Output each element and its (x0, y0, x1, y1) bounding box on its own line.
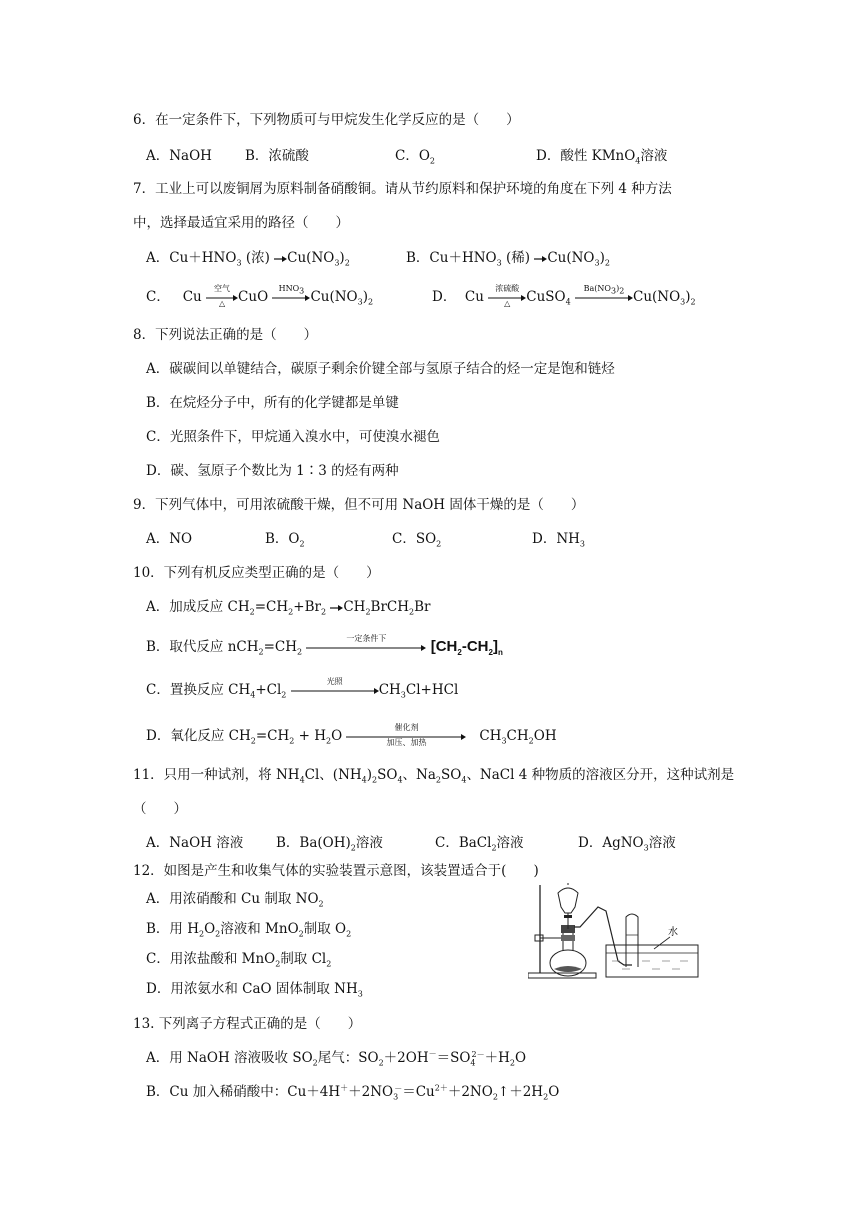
q10-option-b: B．取代反应 $nCH_2=CH_2$ 一定条件下 $[CH_2-CH_2]_n$ (146, 633, 503, 657)
reaction-arrow-icon (274, 255, 287, 263)
q12-option-a: A．用浓硝酸和 Cu 制取 $NO_2$ (146, 891, 324, 909)
q10-stem: 10．下列有机反应类型正确的是（ ） (133, 565, 380, 581)
q8-stem: 8．下列说法正确的是（ ） (133, 327, 318, 343)
gas-apparatus-diagram (528, 883, 700, 983)
q13-stem: 13. 下列离子方程式正确的是（ ） (133, 1016, 362, 1032)
q13-option-b: B．Cu 加入稀硝酸中：$Cu+4H^++2NO_3^-=Cu^{2+}+2NO_2↑+2H_2O$ (146, 1083, 560, 1102)
q6-option-c: C．$O_2$ (395, 148, 435, 166)
q8-option-c: C．光照条件下，甲烷通入溴水中，可使溴水褪色 (146, 429, 440, 445)
polymer-formula: $[CH_2-CH_2]_n$ (430, 638, 503, 657)
reaction-arrow-icon (534, 255, 547, 263)
q12-stem: 12．如图是产生和收集气体的实验装置示意图，该装置适合于( ) (133, 863, 539, 879)
q11-stem-line2: （ ） (133, 801, 187, 817)
reaction-arrow-icon: 空气 △ (206, 294, 238, 302)
reaction-arrow-icon: 一定条件下 (306, 644, 426, 652)
q11-option-d: D．AgNO$_3$溶液 (578, 835, 676, 853)
reaction-arrow-icon: 光照 (291, 687, 379, 695)
q9-stem: 9．下列气体中，可用浓硫酸干燥，但不可用 NaOH 固体干燥的是（ ） (133, 497, 585, 513)
reaction-arrow-icon: 催化剂 加压、加热 (346, 733, 466, 741)
q6-option-b: B．浓硫酸 (245, 148, 309, 164)
q9-option-d: D．$NH_3$ (532, 531, 586, 549)
reaction-arrow-icon: 浓硫酸 △ (488, 294, 526, 302)
q11-option-a: A．NaOH 溶液 (146, 835, 244, 851)
q10-option-d: D．氧化反应 $CH_2=CH_2 + H_2O$ 催化剂 加压、加热 $CH_3CH_2OH$ (146, 722, 557, 747)
q6-stem: 6．在一定条件下，下列物质可与甲烷发生化学反应的是（ ） (133, 112, 520, 128)
q11-option-c: C．BaCl$_2$溶液 (435, 835, 524, 853)
q9-option-c: C．$SO_2$ (392, 531, 442, 549)
q7-stem-line2: 中，选择最适宜采用的路径（ ） (133, 215, 349, 231)
q7-option-c: C． Cu 空气 △ CuO $HNO_3$ $Cu(NO_3)_2$ (146, 283, 374, 308)
reaction-arrow-icon: $HNO_3$ (272, 294, 310, 302)
q7-option-d: D． Cu 浓硫酸 △ CuSO$_4$ $Ba(NO_3)_2$ $Cu(NO_3)_2$ (432, 283, 696, 308)
q12-option-c: C．用浓盐酸和 MnO$_2$制取 $Cl_2$ (146, 951, 332, 969)
water-label: 水 (668, 927, 678, 938)
q6-option-d: D．酸性 KMnO$_4$溶液 (536, 148, 668, 166)
q7-option-a: A．$Cu+HNO_3$ (浓) $Cu(NO_3)_2$ (146, 250, 350, 268)
q11-stem-line1: 11．只用一种试剂，将 $NH_4Cl$、$(NH_4)_2SO_4$、$Na_2SO_4$、NaCl 4 种物质的溶液区分开，这种试剂是 (133, 767, 735, 785)
reaction-arrow-icon: $Ba(NO_3)_2$ (575, 294, 633, 302)
q8-option-a: A．碳碳间以单键结合，碳原子剩余价键全部与氢原子结合的烃一定是饱和链烃 (146, 361, 615, 377)
q7-option-b: B．$Cu+HNO_3$ (稀) $Cu(NO_3)_2$ (406, 250, 610, 268)
q9-option-b: B．$O_2$ (265, 531, 305, 549)
q12-option-b: B．用 $H_2O_2$溶液和 MnO$_2$制取 $O_2$ (146, 921, 352, 939)
q7-stem-line1: 7．工业上可以废铜屑为原料制备硝酸铜。请从节约原料和保护环境的角度在下列 4 种方法 (133, 181, 672, 197)
q11-option-b: B．$Ba(OH)_2$溶液 (276, 835, 383, 853)
q13-option-a: A．用 NaOH 溶液吸收 $SO_2$尾气：$SO_2+2OH^-=SO_4^{2-}+H_2O$ (146, 1049, 527, 1068)
q8-option-d: D．碳、氢原子个数比为 1∶3 的烃有两种 (146, 463, 399, 479)
q8-option-b: B．在烷烃分子中，所有的化学键都是单键 (146, 395, 399, 411)
q10-option-c: C．置换反应 $CH_4+Cl_2$ 光照 $CH_3Cl+HCl$ (146, 676, 459, 700)
q6-option-a: A．NaOH (146, 148, 212, 164)
q9-option-a: A．NO (146, 531, 193, 547)
q10-option-a: A．加成反应 $CH_2=CH_2+Br_2$ $CH_2BrCH_2Br$ (146, 599, 431, 617)
q12-option-d: D．用浓氨水和 CaO 固体制取 $NH_3$ (146, 981, 363, 999)
reaction-arrow-icon (330, 604, 343, 612)
